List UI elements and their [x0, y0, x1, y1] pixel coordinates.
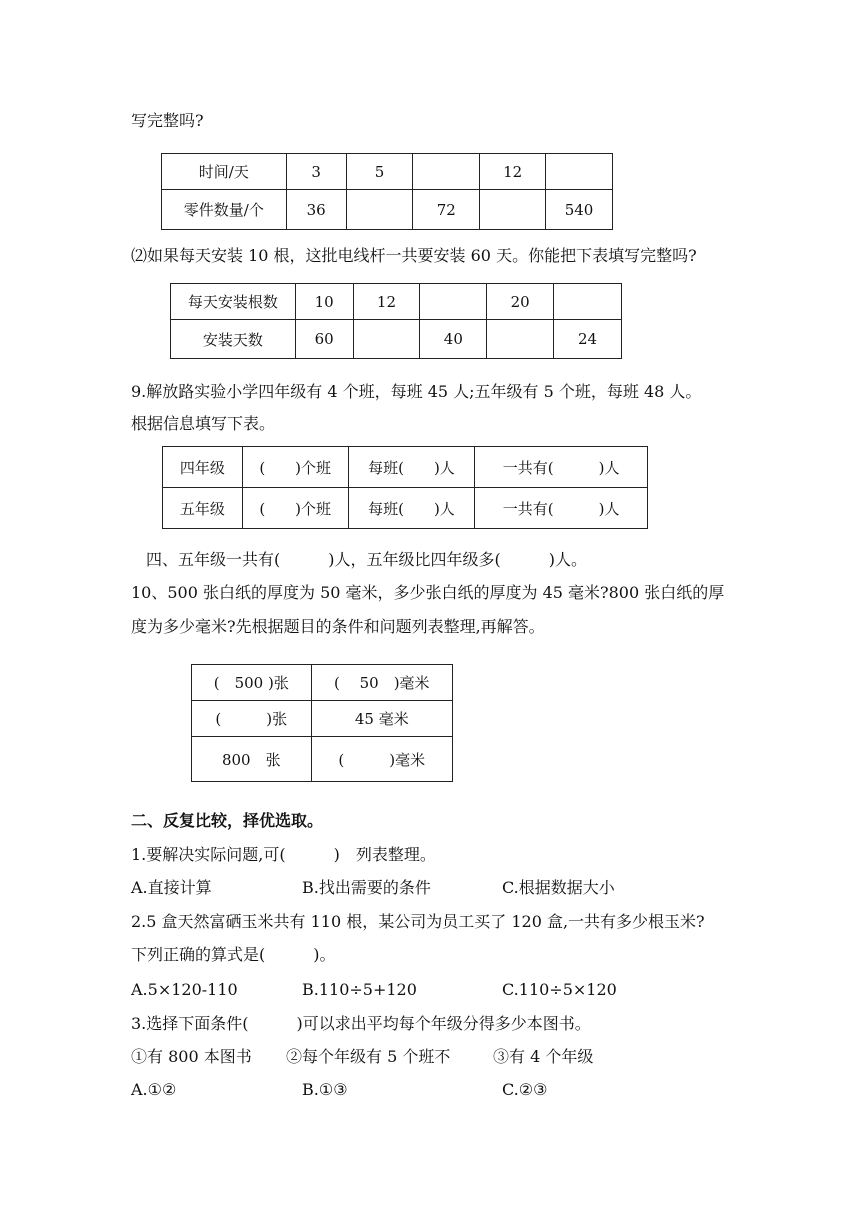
- q9-summary: 四、五年级一共有( )人，五年级比四年级多( )人。: [146, 550, 587, 569]
- table-cell: ( )毫米: [311, 737, 452, 782]
- table-cell: ( 500 )张: [192, 665, 312, 701]
- s2-q3-stem: 3.选择下面条件( )可以求出平均每个年级分得多少本图书。: [131, 1014, 591, 1033]
- table-row: [162, 190, 613, 230]
- table-row: [163, 447, 648, 488]
- table-row: [192, 665, 453, 701]
- s2-q2-option-c: C.110÷5×120: [502, 980, 617, 999]
- table-row: [163, 488, 648, 529]
- table-cell: 540: [546, 190, 613, 230]
- s2-q3-option-c: C.②③: [502, 1080, 548, 1099]
- q9-line1: 9.解放路实验小学四年级有 4 个班，每班 45 人;五年级有 5 个班，每班 48 人。: [131, 382, 702, 401]
- table-cell: 每天安装根数: [171, 284, 296, 320]
- s2-q3-condition-2: ②每个年级有 5 个班不: [286, 1047, 451, 1066]
- table-row: [171, 320, 622, 359]
- q8-table2: [170, 283, 622, 359]
- table-cell: 每班( )人: [348, 488, 475, 529]
- q10-line2: 度为多少毫米?先根据题目的条件和问题列表整理,再解答。: [131, 617, 545, 636]
- table-cell: 五年级: [163, 488, 243, 529]
- q9-line2: 根据信息填写下表。: [131, 414, 276, 433]
- s2-q2-option-b: B.110÷5+120: [302, 980, 417, 999]
- table-cell: 36: [286, 190, 346, 230]
- q8-table1: [161, 153, 613, 230]
- s2-q2-option-a: A.5×120-110: [131, 980, 238, 999]
- q8-intro-tail: 写完整吗?: [131, 111, 204, 130]
- table-cell: 时间/天: [162, 154, 287, 190]
- table-cell: 60: [295, 320, 353, 359]
- s2-q3-option-a: A.①②: [131, 1080, 177, 1099]
- s2-q1-option-a: A.直接计算: [131, 878, 212, 897]
- s2-q3-option-b: B.①③: [302, 1080, 348, 1099]
- table-cell: 45 毫米: [311, 701, 452, 737]
- table-cell: 10: [295, 284, 353, 320]
- table-cell: [554, 284, 622, 320]
- table-cell: [546, 154, 613, 190]
- table-cell: ( 50 )毫米: [311, 665, 452, 701]
- s2-q3-condition-1: ①有 800 本图书: [131, 1047, 252, 1066]
- table-cell: [420, 284, 487, 320]
- q8-part2: ⑵如果每天安装 10 根，这批电线杆一共要安装 60 天。你能把下表填写完整吗?: [131, 246, 697, 265]
- table-cell: ( )个班: [242, 447, 348, 488]
- table-cell: [487, 320, 554, 359]
- table-cell: 一共有( )人: [475, 488, 648, 529]
- table-row: [192, 701, 453, 737]
- s2-q1-option-c: C.根据数据大小: [502, 878, 615, 897]
- table-cell: [353, 320, 420, 359]
- section2-heading: 二、反复比较，择优选取。: [131, 811, 324, 830]
- table-row: [192, 737, 453, 782]
- table-cell: 40: [420, 320, 487, 359]
- table-cell: 24: [554, 320, 622, 359]
- table-cell: 零件数量/个: [162, 190, 287, 230]
- s2-q1-stem: 1.要解决实际问题,可( ) 列表整理。: [131, 845, 436, 864]
- table-cell: 12: [480, 154, 546, 190]
- q10-line1: 10、500 张白纸的厚度为 50 毫米，多少张白纸的厚度为 45 毫米?800 张白纸的厚: [131, 583, 725, 602]
- table-cell: 12: [353, 284, 420, 320]
- table-row: [171, 284, 622, 320]
- table-cell: 3: [286, 154, 346, 190]
- table-cell: 5: [346, 154, 413, 190]
- q10-table: [191, 664, 453, 782]
- table-cell: 一共有( )人: [475, 447, 648, 488]
- table-cell: ( )个班: [242, 488, 348, 529]
- table-cell: 安装天数: [171, 320, 296, 359]
- table-cell: [346, 190, 413, 230]
- table-cell: 四年级: [163, 447, 243, 488]
- s2-q2-stem1: 2.5 盒天然富硒玉米共有 110 根，某公司为员工买了 120 盒,一共有多少根玉米?: [131, 912, 705, 931]
- table-cell: [480, 190, 546, 230]
- s2-q2-stem2: 下列正确的算式是( )。: [131, 945, 336, 964]
- table-cell: ( )张: [192, 701, 312, 737]
- table-row: [162, 154, 613, 190]
- table-cell: 72: [413, 190, 480, 230]
- s2-q3-condition-3: ③有 4 个年级: [493, 1047, 594, 1066]
- table-cell: [413, 154, 480, 190]
- q9-table: [162, 446, 648, 529]
- s2-q1-option-b: B.找出需要的条件: [302, 878, 431, 897]
- table-cell: 20: [487, 284, 554, 320]
- table-cell: 800 张: [192, 737, 312, 782]
- table-cell: 每班( )人: [348, 447, 475, 488]
